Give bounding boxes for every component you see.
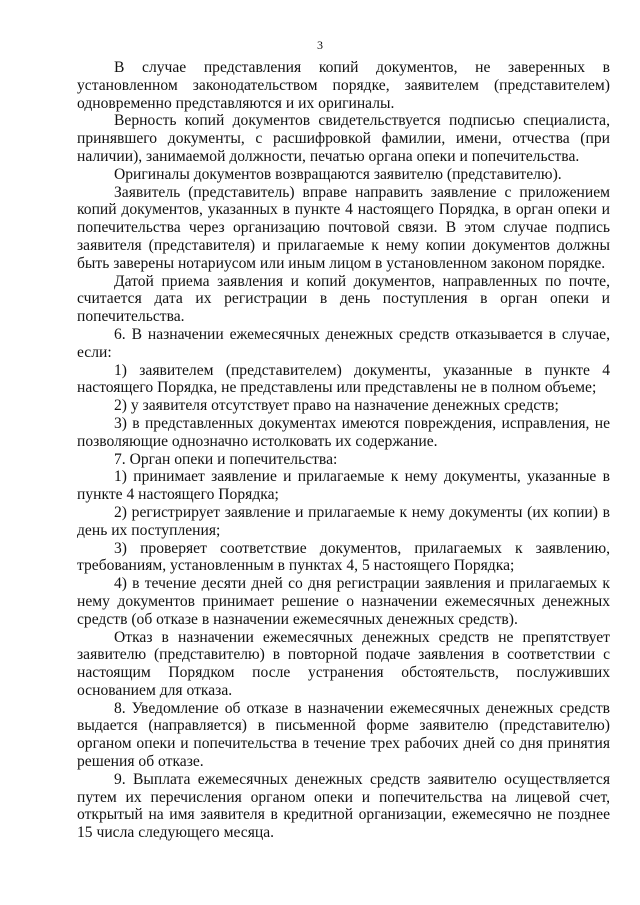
document-body <box>77 59 610 842</box>
paragraph-originals-returned: Оригиналы документов возвращаются заявителю (представителю). <box>114 165 562 183</box>
section-7-item-2: 2) регистрирует заявление и прилагаемые к нему документы (их копии) в день их поступления; <box>77 503 610 539</box>
section-6-item-2: 2) у заявителя отсутствует право на назначение денежных средств; <box>114 397 559 415</box>
page-number: 3 <box>317 38 323 52</box>
paragraph-receipt-date: Датой приема заявления и копий документов, направленных по почте, считается дата их регистрации в день поступления в орган опеки и попечительства. <box>77 272 610 326</box>
section-7-item-4: 4) в течение десяти дней со дня регистрации заявления и прилагаемых к нему документов принимает решение о назначении ежемесячных денежных средств (об отказе в назначении ежемесячных денежных средств). <box>77 575 610 628</box>
section-6-item-3: 3) в представленных документах имеются повреждения, исправления, не позволяющие однозначно истолковать их содержание. <box>77 414 610 450</box>
paragraph-postal-submission: Заявитель (представитель) вправе направить заявление с приложением копий документов, указанных в пункте 4 настоящего Порядка, в орган опеки и попечительства через организацию почтовой связи. В этом случае подпись заявителя (представителя) и прилагаемые к нему копии документов должны быть заверены нотариусом или иным лицом в установленном законом порядке. <box>77 183 610 272</box>
section-9-paragraph: 9. Выплата ежемесячных денежных средств заявителю осуществляется путем их перечисления органом опеки и попечительства на лицевой счет, открытый на имя заявителя в кредитной организации, ежемесячно не позднее 15 числа следующего месяца. <box>77 770 610 842</box>
section-6-heading: 6. В назначении ежемесячных денежных средств отказывается в случае, если: <box>77 325 610 361</box>
section-7-item-3: 3) проверяет соответствие документов, прилагаемых к заявлению, требованиям, установленным в пунктах 4, 5 настоящего Порядка; <box>77 539 610 575</box>
section-7-heading: 7. Орган опеки и попечительства: <box>114 450 338 468</box>
section-8-paragraph: 8. Уведомление об отказе в назначении ежемесячных денежных средств выдается (направляется) в письменной форме заявителю (представителю) органом опеки и попечительства в течение трех рабочих дней со дня принятия решения об отказе. <box>77 699 610 771</box>
paragraph-copies-originals: В случае представления копий документов, не заверенных в установленном законодательством порядке, заявителем (представителем) одновременно представляются и их оригиналы. <box>77 59 610 112</box>
section-6-item-1: 1) заявителем (представителем) документы, указанные в пункте 4 настоящего Порядка, не представлены или представлены не в полном объеме; <box>77 361 610 397</box>
paragraph-refusal-no-obstacle: Отказ в назначении ежемесячных денежных средств не препятствует заявителю (представителю) в повторной подаче заявления в соответствии с настоящим Порядком после устранения обстоятельств, послуживших основанием для отказа. <box>77 628 610 699</box>
paragraph-copies-verification: Верность копий документов свидетельствуется подписью специалиста, принявшего документы, с расшифровкой фамилии, имени, отчества (при наличии), занимаемой должности, печатью органа опеки и попечительства. <box>77 112 610 165</box>
section-7-item-1: 1) принимает заявление и прилагаемые к нему документы, указанные в пункте 4 настоящего Порядка; <box>77 468 610 504</box>
